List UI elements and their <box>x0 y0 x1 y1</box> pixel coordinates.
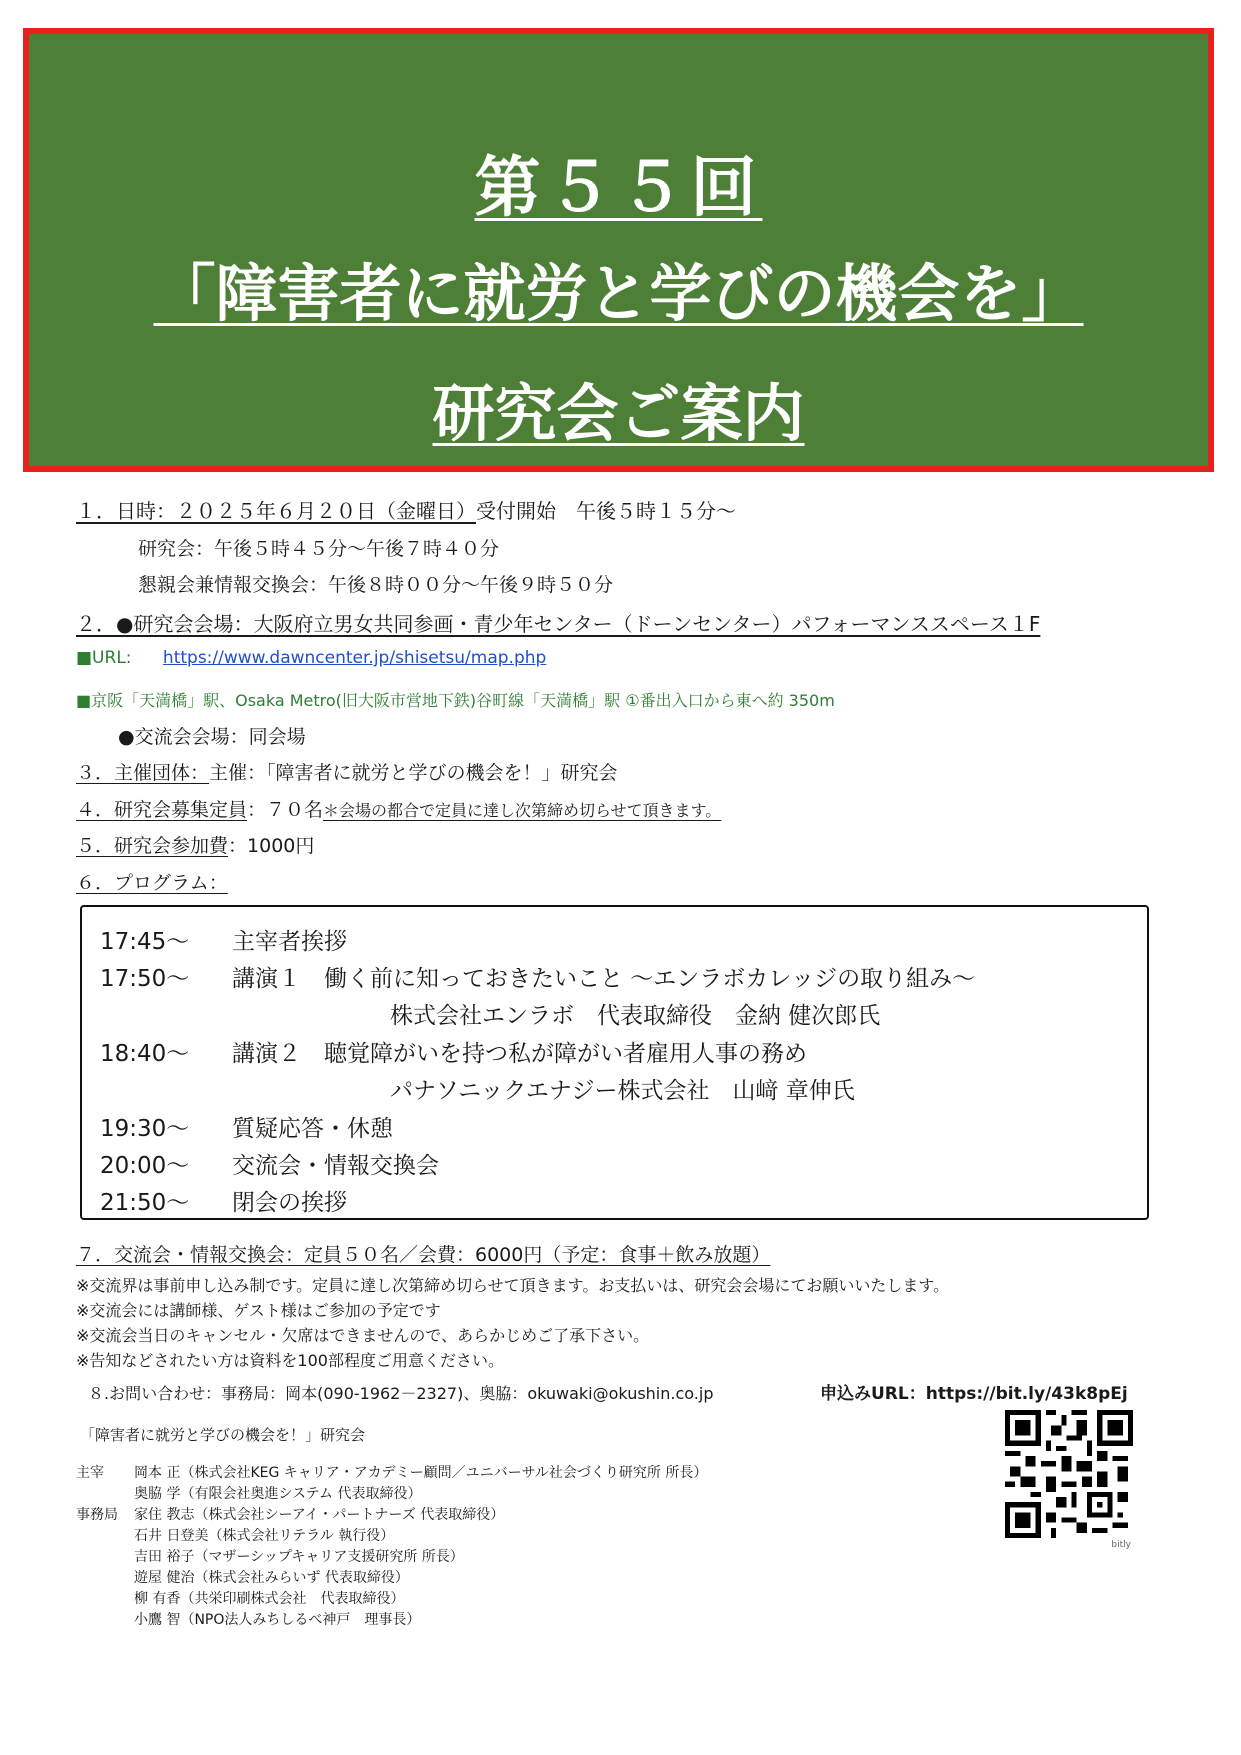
program-text: 講演１ 働く前に知っておきたいこと ～エンラボカレッジの取り組み～ <box>232 966 976 992</box>
qr-code-icon <box>1005 1410 1133 1538</box>
program-time: 18:40～ <box>100 1041 190 1067</box>
banner-title: 「障害者に就労と学びの機会を」 <box>153 257 1084 330</box>
item1-heading: １．日時：２０２５年６月２０日（金曜日） <box>76 499 476 523</box>
program-row <box>100 960 975 993</box>
org-member-text: 小鷹 智（NPO法人みちしるべ神戸 理事長） <box>134 1612 421 1628</box>
item2-venue: ２．●研究会会場：大阪府立男女共同参画・青少年センター（ドーンセンター）パフォーマンススペース１F <box>76 612 1041 636</box>
org-member-text: 岡本 正（株式会社KEG キャリア・アカデミー顧問／ユニバーサル社会づくり研究所 所長） <box>134 1465 708 1481</box>
program-time: 19:30～ <box>100 1116 190 1142</box>
item4-capacity <box>76 795 721 822</box>
program-speaker: 株式会社エンラボ 代表取締役 金納 健次郎氏 <box>390 1003 881 1029</box>
org-member-text: 家住 教志（株式会社シーアイ・パートナーズ 代表取締役） <box>134 1507 505 1523</box>
org-member-text: 遊屋 健治（株式会社みらいず 代表取締役） <box>134 1570 409 1586</box>
program-text: 主宰者挨拶 <box>232 929 347 955</box>
org-name: 「障害者に就労と学びの機会を！」研究会 <box>80 1426 366 1444</box>
item2-url-row <box>76 648 546 668</box>
item8-contact: ８.お問い合わせ：事務局：岡本(090-1962－2327)、奥脇：okuwaki@okushin.co.jp <box>88 1384 714 1403</box>
item3-organizer <box>76 758 618 785</box>
org-member <box>76 1588 404 1608</box>
qr-code[interactable] <box>1005 1410 1133 1550</box>
item4-note: ＊会場の都合で定員に達し次第締め切らせて頂きます。 <box>323 801 722 820</box>
program-text: 質疑応答・休憩 <box>232 1116 393 1142</box>
title-banner <box>23 28 1214 472</box>
org-member-text: 吉田 裕子（マザーシップキャリア支援研究所 所長） <box>134 1549 464 1565</box>
item7-heading: ７．交流会・情報交換会：定員５０名／会費：6000円（予定：食事＋飲み放題） <box>76 1244 771 1266</box>
program-time: 21:50～ <box>100 1190 190 1216</box>
org-member-text: 石井 日登美（株式会社リテラル 執行役） <box>134 1528 395 1544</box>
org-member <box>76 1609 420 1629</box>
item3-heading: ３．主催団体： <box>76 762 210 784</box>
program-row <box>100 1184 347 1217</box>
item1-study-session-time: 研究会：午後５時４５分～午後７時４０分 <box>138 538 500 560</box>
item4-value: ：７０名 <box>247 799 324 821</box>
org-member <box>76 1546 464 1566</box>
item1-social-time: 懇親会兼情報交換会：午後８時００分～午後９時５０分 <box>138 574 614 596</box>
org-role: 事務局 <box>76 1507 118 1523</box>
item7-note: ※告知などされたい方は資料を100部程度ご用意ください。 <box>76 1351 504 1370</box>
program-row <box>100 1147 439 1180</box>
org-member <box>76 1525 394 1545</box>
program-text: 閉会の挨拶 <box>232 1190 347 1216</box>
qr-caption: bitly <box>1111 1540 1131 1550</box>
item4-heading: ４．研究会募集定員 <box>76 799 248 821</box>
banner-session-number: 第５５回 <box>474 149 763 226</box>
item7-note: ※交流界は事前申し込み制です。定員に達し次第締め切らせて頂きます。お支払いは、研究会会場にてお願いいたします。 <box>76 1276 950 1295</box>
item6-heading: ６．プログラム： <box>76 872 228 894</box>
program-row <box>100 1110 393 1143</box>
item5-fee <box>76 831 314 858</box>
item3-organizer-name: 主催：「障害者に就労と学びの機会を！」研究会 <box>209 762 618 784</box>
program-text: 交流会・情報交換会 <box>232 1153 439 1179</box>
item1-datetime <box>76 495 736 524</box>
program-box <box>80 905 1149 1220</box>
program-time: 20:00～ <box>100 1153 190 1179</box>
org-role: 主宰 <box>76 1465 104 1481</box>
org-member <box>76 1462 707 1482</box>
item1-reception: 受付開始 午後５時１５分～ <box>476 499 736 523</box>
venue-map-link[interactable]: https://www.dawncenter.jp/shisetsu/map.php <box>162 648 547 668</box>
banner-subtitle: 研究会ご案内 <box>432 377 805 450</box>
apply-url[interactable]: 申込みURL：https://bit.ly/43k8pEj <box>820 1384 1128 1404</box>
program-speaker: パナソニックエナジー株式会社 山﨑 章伸氏 <box>390 1078 855 1104</box>
item7-note: ※交流会には講師様、ゲスト様はご参加の予定です <box>76 1301 441 1320</box>
program-text: 講演２ 聴覚障がいを持つ私が障がい者雇用人事の務め <box>232 1041 807 1067</box>
item2-access: ■京阪「天満橋」駅、Osaka Metro(旧大阪市営地下鉄)谷町線「天満橋」駅 ①番出入口から東へ約 350m <box>76 691 835 710</box>
org-member <box>76 1567 409 1587</box>
program-row <box>100 923 347 956</box>
item5-heading: ５．研究会参加費 <box>76 835 229 857</box>
program-time: 17:45～ <box>100 929 190 955</box>
org-member <box>76 1483 422 1503</box>
program-time: 17:50～ <box>100 966 190 992</box>
item5-value: ：1000円 <box>228 835 315 857</box>
item7-note: ※交流会当日のキャンセル・欠席はできませんので、あらかじめご了承下さい。 <box>76 1326 650 1345</box>
org-member <box>76 1504 504 1524</box>
org-member-text: 柳 有香（共栄印刷株式会社 代表取締役） <box>134 1591 405 1607</box>
item2-url-label: ■URL: <box>76 648 132 668</box>
item2-exchange-venue: ●交流会会場：同会場 <box>118 726 306 748</box>
org-member-text: 奥脇 学（有限会社奥進システム 代表取締役） <box>134 1486 422 1502</box>
program-row <box>100 1035 807 1068</box>
